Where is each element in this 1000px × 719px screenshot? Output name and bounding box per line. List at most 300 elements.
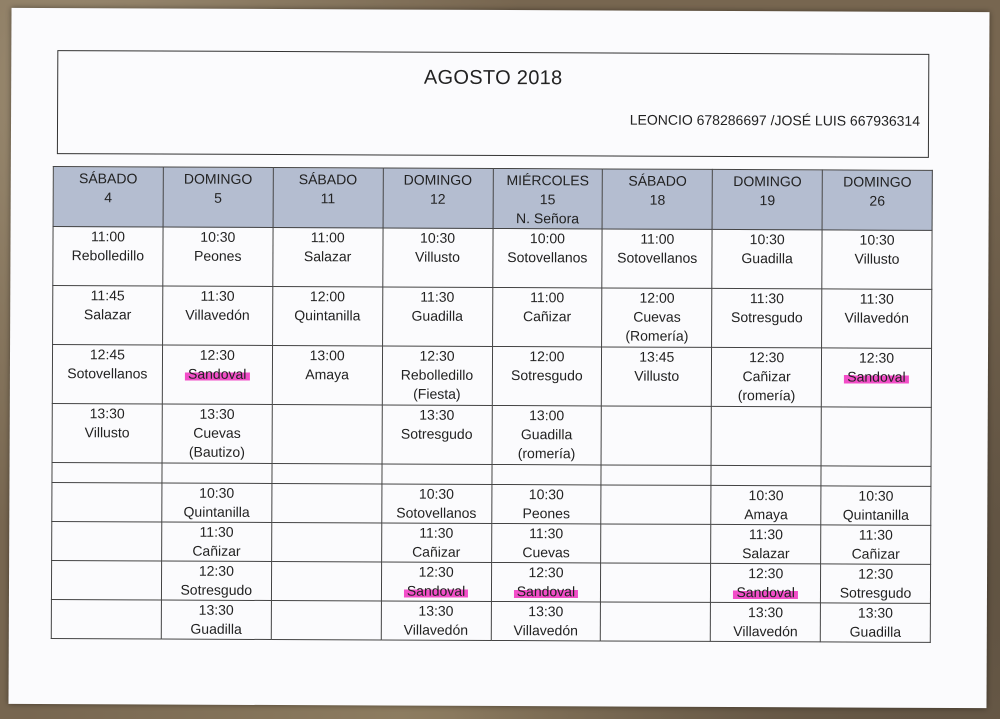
schedule-body [51, 227, 932, 643]
cell-time: 10:30 [418, 485, 455, 502]
cell-time: 10:30 [748, 487, 784, 504]
cell-line [163, 287, 272, 306]
schedule-cell [822, 230, 932, 289]
table-row [52, 345, 931, 408]
cell-place: Sotresgudo [839, 584, 912, 601]
schedule-cell [52, 345, 162, 404]
cell-note: (romería) [517, 445, 576, 462]
cell-place: Cañizar [522, 308, 572, 325]
cell-line [273, 306, 382, 325]
schedule-cell [161, 561, 271, 600]
cell-line [492, 563, 601, 582]
column-header-num: 4 [104, 189, 113, 206]
mass-schedule-table [51, 166, 933, 643]
schedule-cell [601, 465, 711, 485]
cell-place: Cañizar [192, 542, 241, 559]
schedule-cell [271, 601, 381, 640]
cell-line [383, 306, 492, 325]
schedule-cell [821, 486, 931, 525]
column-header-note: N. Señora [515, 210, 580, 227]
cell-line [602, 326, 711, 345]
cell-place: Villusto [634, 367, 680, 384]
cell-line [383, 287, 492, 306]
schedule-cell [821, 348, 931, 407]
column-header [602, 169, 712, 229]
schedule-cell [492, 346, 602, 405]
schedule-cell [602, 229, 712, 288]
cell-line [381, 620, 490, 639]
cell-place: Villavedón [403, 621, 469, 638]
column-header [383, 168, 493, 228]
cell-line [491, 621, 600, 640]
schedule-cell [601, 406, 711, 465]
cell-place: Villusto [854, 250, 900, 267]
schedule-cell [382, 287, 492, 346]
cell-line [822, 348, 931, 367]
cell-time: 12:30 [858, 565, 894, 582]
column-header-day: MIÉRCOLES [506, 172, 589, 189]
column-header [493, 168, 603, 228]
cell-place: Sotresgudo [511, 367, 583, 384]
cell-line [273, 346, 382, 365]
cell-line [821, 622, 930, 641]
cell-line [821, 486, 930, 505]
schedule-cell [52, 522, 162, 561]
cell-line [713, 230, 822, 249]
cell-place: Cuevas [633, 308, 681, 325]
table-row [53, 227, 932, 290]
cell-line [821, 544, 930, 563]
schedule-cell [711, 602, 821, 641]
cell-line [162, 542, 271, 561]
cell-line [382, 503, 491, 522]
highlighted-place: Sandoval [404, 584, 468, 599]
cell-line [163, 346, 272, 365]
cell-time: 11:00 [310, 229, 345, 246]
cell-place: Guadilla [520, 426, 573, 443]
schedule-cell [711, 524, 821, 563]
cell-line [821, 583, 930, 602]
cell-line [382, 562, 491, 581]
cell-time: 13:00 [529, 407, 565, 424]
cell-note: (romería) [737, 387, 796, 404]
cell-line [711, 525, 820, 544]
cell-place: Amaya [744, 506, 788, 523]
schedule-cell [162, 463, 272, 483]
schedule-cell [712, 347, 822, 406]
column-header-day: DOMINGO [183, 170, 253, 187]
cell-line [822, 308, 931, 327]
schedule-cell [162, 404, 272, 463]
cell-place: Sotovellanos [617, 249, 698, 266]
cell-line [823, 249, 932, 268]
cell-place: Sotresgudo [180, 581, 253, 598]
cell-line [492, 485, 601, 504]
schedule-cell [272, 346, 382, 405]
cell-line [492, 366, 601, 385]
schedule-cell [821, 466, 931, 486]
cell-line [163, 424, 272, 443]
cell-line [712, 289, 821, 308]
cell-note: (Fiesta) [413, 385, 461, 402]
cell-line [162, 503, 271, 522]
schedule-cell [52, 483, 162, 522]
schedule-cell [162, 345, 272, 404]
cell-line [603, 248, 712, 267]
cell-place: Guadilla [849, 623, 902, 640]
cell-line [711, 564, 820, 583]
cell-line [493, 248, 602, 267]
schedule-cell [492, 405, 602, 464]
cell-place: Salazar [742, 545, 790, 562]
cell-time: 11:30 [199, 523, 234, 540]
cell-line [492, 347, 601, 366]
cell-line [382, 384, 491, 403]
schedule-cell [272, 405, 382, 464]
schedule-cell [822, 289, 932, 348]
cell-place: Peones [522, 505, 571, 522]
table-row [53, 286, 932, 349]
cell-line [162, 523, 271, 542]
schedule-cell [272, 484, 382, 523]
cell-time: 12:30 [859, 349, 895, 366]
cell-line [273, 287, 382, 306]
page-title: AGOSTO 2018 [423, 66, 563, 90]
cell-line [163, 306, 272, 325]
cell-line [383, 228, 492, 247]
cell-line [163, 405, 272, 424]
schedule-cell [161, 522, 271, 561]
schedule-sheet [8, 8, 989, 708]
schedule-cell [163, 227, 273, 286]
cell-time: 11:30 [200, 287, 235, 304]
cell-place: Cañizar [851, 545, 900, 562]
schedule-cell [602, 288, 712, 347]
cell-time: 10:30 [420, 229, 456, 246]
cell-line [712, 386, 821, 405]
cell-line [821, 525, 930, 544]
schedule-cell [381, 484, 491, 523]
column-header-day: DOMINGO [733, 173, 802, 190]
cell-place: Guadilla [741, 250, 793, 267]
cell-time: 12:30 [749, 349, 785, 366]
column-header [273, 168, 383, 228]
cell-line [712, 505, 821, 524]
cell-line [382, 523, 491, 542]
cell-place: Quintanilla [183, 503, 250, 520]
highlighted-place: Sandoval [733, 585, 797, 600]
cell-line [712, 367, 821, 386]
cell-time: 12:00 [639, 289, 675, 306]
schedule-cell [382, 464, 492, 484]
table-row [52, 522, 931, 565]
cell-time: 10:30 [749, 231, 785, 248]
cell-line [162, 484, 271, 503]
contact-line: LEONCIO 678286697 /JOSÉ LUIS 667936314 [629, 111, 921, 129]
cell-time: 13:00 [309, 347, 345, 364]
column-header-num: 19 [759, 192, 776, 209]
column-header-num: 26 [869, 192, 886, 209]
cell-time: 10:00 [529, 230, 566, 247]
cell-time: 13:30 [857, 604, 894, 621]
highlighted-place: Sandoval [185, 367, 249, 382]
column-header-day: DOMINGO [403, 171, 473, 188]
cell-line [273, 247, 382, 266]
schedule-cell [162, 286, 272, 345]
schedule-cell [712, 229, 822, 288]
cell-line [382, 542, 491, 561]
cell-place: Peones [193, 247, 242, 264]
cell-place: Amaya [305, 366, 349, 383]
cell-line [493, 307, 602, 326]
cell-time: 10:30 [859, 231, 895, 248]
cell-time: 12:30 [419, 347, 455, 364]
schedule-cell [601, 524, 711, 563]
cell-line [823, 230, 932, 249]
cell-time: 12:00 [529, 348, 565, 365]
cell-place: Cañizar [412, 543, 461, 560]
cell-line [382, 424, 491, 443]
cell-time: 11:30 [749, 290, 784, 307]
cell-time: 13:30 [199, 405, 235, 422]
schedule-cell [272, 287, 382, 346]
cell-place: Salazar [83, 306, 132, 323]
cell-note: (Bautizo) [188, 443, 245, 460]
cell-place: Villavedón [733, 623, 798, 640]
schedule-cell [51, 561, 161, 600]
schedule-cell [271, 523, 381, 562]
cell-place: Villusto [84, 424, 130, 441]
cell-line [53, 246, 162, 265]
schedule-cell [602, 347, 712, 406]
schedule-cell [601, 563, 711, 602]
cell-line [162, 601, 271, 620]
schedule-cell [272, 464, 382, 484]
schedule-cell [821, 525, 931, 564]
cell-time: 13:30 [528, 603, 564, 620]
cell-line [492, 504, 601, 523]
cell-time: 13:30 [418, 602, 454, 619]
cell-place: Cañizar [742, 368, 791, 385]
cell-line [53, 404, 162, 423]
cell-place: Rebolledillo [400, 366, 474, 383]
cell-note: (Romería) [625, 327, 689, 344]
table-row [51, 561, 930, 604]
cell-line [492, 406, 601, 425]
cell-line [822, 289, 931, 308]
schedule-cell [381, 601, 491, 640]
schedule-cell [821, 564, 931, 603]
cell-place: Sotresgudo [400, 425, 473, 442]
cell-line [162, 581, 271, 600]
cell-line [273, 365, 382, 384]
cell-place: Guadilla [411, 307, 463, 324]
cell-time: 12:30 [198, 562, 234, 579]
schedule-cell [382, 405, 492, 464]
cell-line [381, 601, 490, 620]
cell-place: Quintanilla [294, 307, 361, 324]
highlighted-place: Sandoval [844, 370, 908, 385]
cell-line [163, 365, 272, 384]
schedule-cell [711, 563, 821, 602]
cell-time: 12:30 [528, 564, 564, 581]
cell-place: Cuevas [522, 544, 570, 561]
column-header-num: 5 [214, 189, 222, 206]
cell-line [712, 486, 821, 505]
cell-line [602, 347, 711, 366]
cell-time: 13:30 [419, 406, 455, 423]
cell-time: 13:30 [748, 604, 784, 621]
table-row [51, 600, 930, 643]
cell-place: Guadilla [190, 620, 242, 637]
cell-line [492, 425, 601, 444]
cell-line [713, 249, 822, 268]
cell-place: Villavedón [185, 306, 250, 323]
schedule-cell [601, 485, 711, 524]
cell-time: 11:30 [420, 288, 455, 305]
cell-time: 10:30 [528, 486, 564, 503]
header-box [57, 50, 929, 158]
column-header-num: 18 [649, 191, 666, 208]
schedule-cell [51, 600, 161, 639]
cell-line [273, 228, 382, 247]
column-header-num: 11 [320, 190, 336, 207]
cell-time: 11:30 [858, 526, 893, 543]
schedule-cell [161, 600, 271, 639]
cell-place: Rebolledillo [71, 247, 145, 264]
cell-line [603, 229, 712, 248]
cell-line [492, 444, 601, 463]
column-header-day: DOMINGO [843, 173, 912, 190]
schedule-cell [491, 464, 601, 484]
cell-line [162, 562, 271, 581]
cell-line [162, 443, 271, 462]
cell-time: 11:00 [640, 230, 675, 247]
cell-time: 10:30 [199, 484, 235, 501]
cell-place: Villavedón [513, 622, 578, 639]
cell-line [821, 603, 930, 622]
schedule-cell [712, 288, 822, 347]
schedule-cell [491, 484, 601, 523]
column-header-day: SÁBADO [298, 171, 358, 188]
schedule-cell [52, 404, 162, 463]
column-header [712, 169, 822, 229]
cell-time: 13:30 [198, 601, 234, 618]
cell-line [821, 505, 930, 524]
column-header [163, 167, 273, 227]
schedule-cell [162, 483, 272, 522]
cell-time: 11:30 [748, 526, 783, 543]
cell-place: Sotovellanos [396, 504, 477, 521]
cell-line [603, 288, 712, 307]
cell-line [163, 228, 272, 247]
cell-place: Sotovellanos [507, 249, 588, 266]
schedule-cell [491, 523, 601, 562]
cell-line [491, 602, 600, 621]
cell-line [53, 286, 162, 305]
cell-place: Sotresgudo [731, 309, 803, 326]
cell-line [712, 348, 821, 367]
schedule-cell [491, 562, 601, 601]
column-header [822, 170, 932, 230]
schedule-cell [52, 463, 162, 483]
cell-place: Salazar [303, 248, 352, 265]
schedule-cell [491, 601, 601, 640]
cell-line [493, 229, 602, 248]
column-header-day: SÁBADO [78, 170, 138, 187]
column-header-num: 15 [539, 191, 556, 208]
column-header-day: SÁBADO [628, 172, 687, 189]
cell-time: 12:30 [199, 346, 235, 363]
schedule-cell [492, 228, 602, 287]
cell-line [383, 346, 492, 365]
cell-line [491, 582, 600, 601]
cell-line [53, 345, 162, 364]
cell-line [821, 564, 930, 583]
schedule-cell [381, 523, 491, 562]
schedule-cell [601, 602, 711, 641]
schedule-cell [382, 228, 492, 287]
cell-time: 13:30 [89, 405, 125, 422]
cell-time: 10:30 [200, 228, 236, 245]
cell-time: 11:00 [90, 228, 125, 245]
cell-line [53, 227, 162, 246]
cell-line [382, 405, 491, 424]
column-header-num: 12 [429, 190, 446, 207]
cell-line [383, 365, 492, 384]
cell-place: Cuevas [193, 424, 241, 441]
cell-time: 11:30 [529, 525, 564, 542]
schedule-cell [53, 286, 163, 345]
schedule-cell [711, 485, 821, 524]
cell-line [711, 603, 820, 622]
cell-place: Quintanilla [842, 506, 909, 523]
schedule-cell [492, 287, 602, 346]
cell-line [493, 288, 602, 307]
schedule-cell [273, 228, 383, 287]
cell-time: 10:30 [858, 487, 894, 504]
cell-time: 11:30 [419, 524, 454, 541]
cell-line [603, 307, 712, 326]
cell-line [712, 308, 821, 327]
cell-line [163, 247, 272, 266]
schedule-cell [711, 465, 821, 485]
cell-time: 11:30 [859, 290, 894, 307]
header-row [53, 167, 932, 231]
cell-place: Villusto [415, 248, 460, 265]
cell-place: Villavedón [844, 309, 909, 326]
cell-time: 12:00 [309, 288, 346, 305]
cell-time: 12:45 [89, 346, 126, 363]
schedule-cell [820, 603, 930, 642]
highlighted-place: Sandoval [514, 584, 578, 599]
cell-line [711, 622, 820, 641]
cell-line [53, 305, 162, 324]
cell-line [383, 247, 492, 266]
cell-line [53, 423, 162, 442]
schedule-cell [381, 562, 491, 601]
cell-time: 11:45 [90, 287, 125, 304]
cell-line [822, 367, 931, 386]
cell-line [492, 543, 601, 562]
cell-line [492, 524, 601, 543]
cell-line [382, 581, 491, 600]
table-row [52, 483, 931, 526]
cell-line [602, 366, 711, 385]
cell-line [711, 544, 820, 563]
cell-time: 11:00 [530, 289, 565, 306]
cell-time: 12:30 [748, 565, 784, 582]
